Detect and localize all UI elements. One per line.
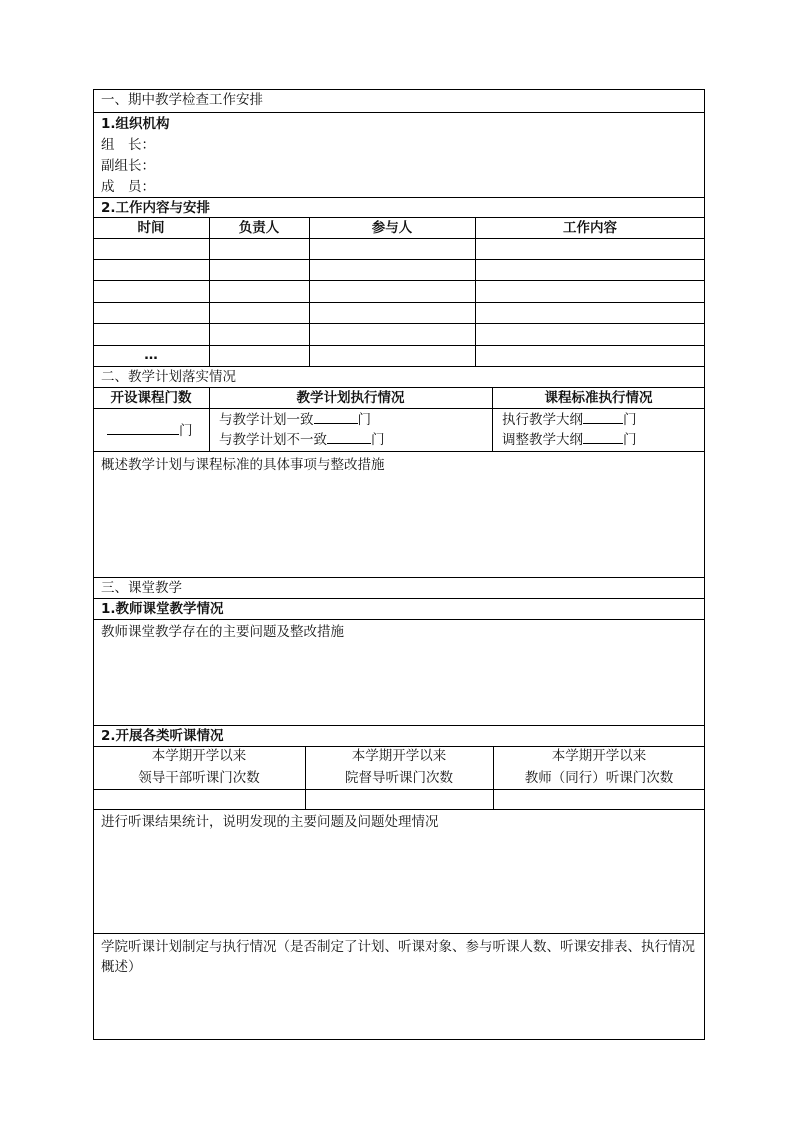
members-label: 成 员：: [101, 179, 155, 195]
col1-line2: 领导干部听课门次数: [138, 770, 260, 786]
divider: [93, 577, 705, 578]
inspection-form: [93, 89, 705, 1040]
syllabus-adjust-label: 调整教学大纲: [502, 432, 583, 448]
unit-label: 门: [357, 412, 371, 428]
col2-line1: 本学期开学以来: [351, 748, 447, 764]
divider: [93, 789, 705, 790]
col1-line1: 本学期开学以来: [151, 748, 247, 764]
divider: [305, 746, 306, 809]
col-header-owner: 负责人: [238, 220, 280, 236]
divider: [209, 217, 210, 366]
divider: [93, 933, 705, 934]
divider: [475, 217, 476, 366]
col-header-plan-exec: 教学计划执行情况: [296, 390, 405, 406]
section2-heading: 二、教学计划落实情况: [101, 369, 236, 385]
divider: [93, 112, 705, 113]
unit-label: 门: [179, 423, 193, 439]
divider: [93, 408, 705, 409]
table-row: [93, 345, 705, 346]
syllabus-exec-field[interactable]: [502, 411, 637, 428]
col-header-course-count: 开设课程门数: [110, 390, 192, 406]
plan-prompt: 学院听课计划制定与执行情况（是否制定了计划、听课对象、参与听课人数、听课安排表、执行情况概述）: [101, 939, 695, 975]
unit-label: 门: [623, 432, 637, 448]
divider: [93, 387, 705, 388]
syllabus-exec-label: 执行教学大纲: [502, 412, 583, 428]
divider: [93, 746, 705, 747]
section1-heading: 一、期中教学检查工作安排: [101, 92, 263, 108]
lecture-title: 2.开展各类听课情况: [101, 728, 224, 744]
consistent-label: 与教学计划一致: [219, 412, 314, 428]
summary-prompt: 概述教学计划与课程标准的具体事项与整改措施: [101, 457, 385, 473]
divider: [93, 451, 705, 452]
section3-heading: 三、课堂教学: [101, 580, 182, 596]
col3-line1: 本学期开学以来: [551, 748, 647, 764]
divider: [209, 387, 210, 451]
inconsistent-label: 与教学计划不一致: [219, 432, 327, 448]
divider: [93, 197, 705, 198]
col-header-standard-exec: 课程标准执行情况: [544, 390, 653, 406]
teacher-title: 1.教师课堂教学情况: [101, 601, 224, 617]
divider: [309, 217, 310, 366]
ellipsis: …: [144, 347, 158, 363]
consistent-field[interactable]: [219, 411, 371, 428]
col-header-time: 时间: [137, 220, 165, 236]
divider: [93, 725, 705, 726]
unit-label: 门: [623, 412, 637, 428]
col-header-content: 工作内容: [563, 220, 617, 236]
col3-line2: 教师（同行）听课门次数: [524, 770, 674, 786]
work-title: 2.工作内容与安排: [101, 200, 211, 216]
vice-leader-label: 副组长：: [101, 158, 155, 174]
table-row: [93, 323, 705, 324]
course-count-field[interactable]: [107, 422, 193, 439]
syllabus-adjust-field[interactable]: [502, 431, 637, 448]
table-row: [93, 259, 705, 260]
teacher-prompt: 教师课堂教学存在的主要问题及整改措施: [101, 624, 344, 640]
col-header-participants: 参与人: [371, 220, 413, 236]
org-title: 1.组织机构: [101, 116, 170, 132]
col2-line2: 院督导听课门次数: [345, 770, 453, 786]
inconsistent-field[interactable]: [219, 431, 385, 448]
divider: [93, 217, 705, 218]
divider: [492, 387, 493, 451]
divider: [93, 809, 705, 810]
leader-label: 组 长：: [101, 137, 155, 153]
table-row: [93, 280, 705, 281]
table-row: [93, 302, 705, 303]
divider: [93, 619, 705, 620]
stats-prompt: 进行听课结果统计，说明发现的主要问题及问题处理情况: [101, 814, 439, 830]
divider: [93, 598, 705, 599]
table-row: [93, 238, 705, 239]
divider: [93, 366, 705, 367]
divider: [493, 746, 494, 809]
unit-label: 门: [371, 432, 385, 448]
